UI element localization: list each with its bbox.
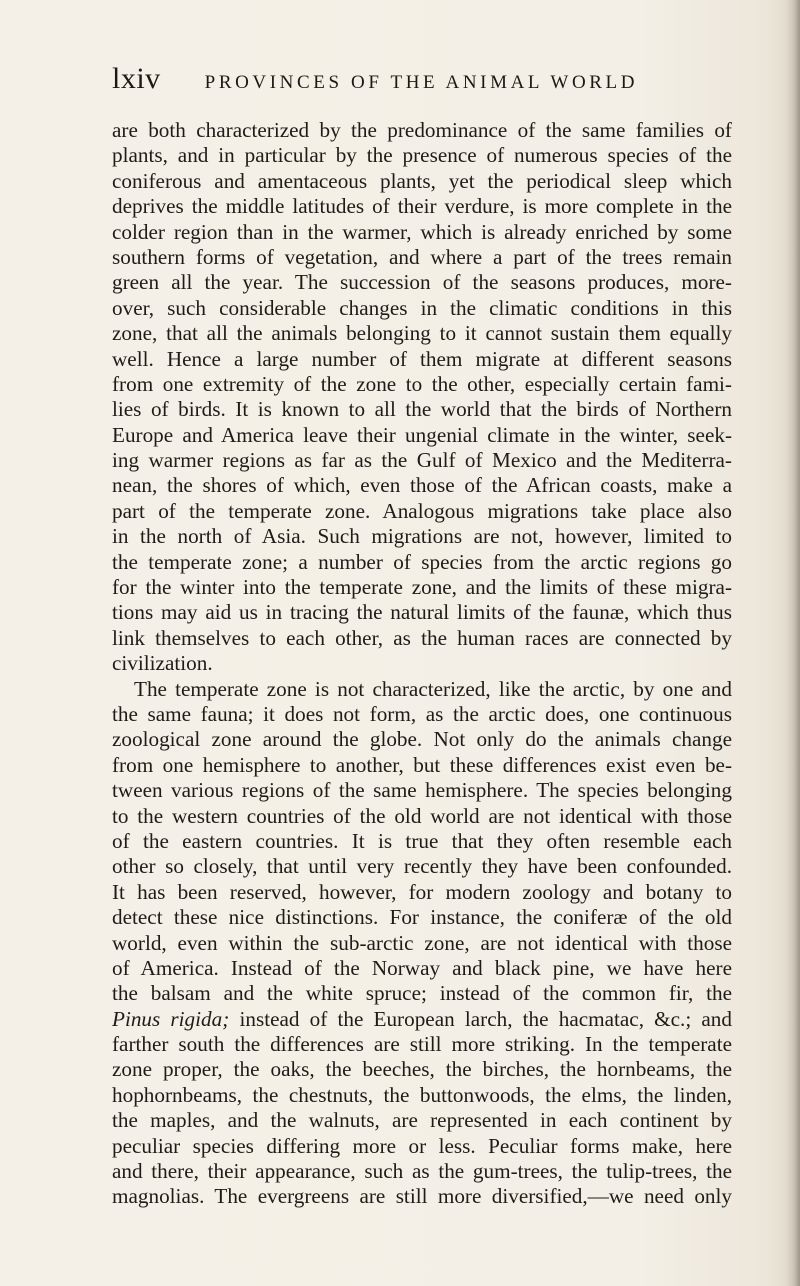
- text-line: southern forms of vegetation, and where a part of the trees remain: [112, 244, 732, 269]
- body-text: [112, 118, 732, 1210]
- text-line: in the north of Asia. Such migrations are not, however, limited to: [112, 524, 732, 549]
- text-line: ing warmer regions as far as the Gulf of Mexico and the Mediterra-: [112, 448, 732, 473]
- text-line: deprives the middle latitudes of their verdure, is more complete in the: [112, 194, 732, 219]
- text-line: colder region than in the warmer, which is already enriched by some: [112, 219, 732, 244]
- text-line: the balsam and the white spruce; instead of the common fir, the: [112, 981, 732, 1006]
- page-header: [112, 62, 732, 102]
- text-line: zoological zone around the globe. Not only do the animals change: [112, 727, 732, 752]
- text-line: the temperate zone; a number of species from the arctic regions go: [112, 549, 732, 574]
- text-line: and there, their appearance, such as the gum-trees, the tulip-trees, the: [112, 1159, 732, 1184]
- text-line: are both characterized by the predominance of the same families of: [112, 118, 732, 142]
- text-line: part of the temperate zone. Analogous migrations take place also: [112, 498, 732, 523]
- text-line: farther south the differences are still more striking. In the temperate: [112, 1032, 732, 1057]
- text-line: of America. Instead of the Norway and black pine, we have here: [112, 955, 732, 980]
- text-line: other so closely, that until very recently they have been confounded.: [112, 854, 732, 879]
- page-edge-shadow: [786, 0, 800, 1286]
- text-line: nean, the shores of which, even those of the African coasts, make a: [112, 473, 732, 498]
- text-line: green all the year. The succession of the seasons produces, more-: [112, 270, 732, 295]
- text-line: to the western countries of the old world are not identical with those: [112, 803, 732, 828]
- text-line: for the winter into the temperate zone, and the limits of these migra-: [112, 575, 732, 600]
- text-line: civilization.: [112, 651, 213, 676]
- text-line: world, even within the sub-arctic zone, are not identical with those: [112, 930, 732, 955]
- text-line: coniferous and amentaceous plants, yet the periodical sleep which: [112, 168, 732, 193]
- text-line: detect these nice distinctions. For instance, the coniferæ of the old: [112, 905, 732, 930]
- text-line: the same fauna; it does not form, as the arctic does, one continuous: [112, 701, 732, 726]
- text-line: peculiar species differing more or less. Peculiar forms make, here: [112, 1133, 732, 1158]
- page-number: lxiv: [112, 62, 161, 95]
- text-line: over, such considerable changes in the climatic conditions in this: [112, 295, 732, 320]
- text-line: The temperate zone is not characterized, like the arctic, by one and: [134, 676, 732, 701]
- text-line: It has been reserved, however, for modern zoology and botany to: [112, 879, 732, 904]
- running-head: PROVINCES OF THE ANIMAL WORLD: [204, 72, 639, 93]
- text-line-rest: instead of the European larch, the hacmatac, &c.; and: [229, 1006, 732, 1031]
- text-line: plants, and in particular by the presence of numerous species of the: [112, 143, 732, 168]
- text-line: hophornbeams, the chestnuts, the buttonwoods, the elms, the linden,: [112, 1082, 732, 1107]
- text-line: tween various regions of the same hemisphere. The species belonging: [112, 778, 732, 803]
- text-line: the maples, and the walnuts, are represented in each continent by: [112, 1108, 732, 1133]
- text-line: well. Hence a large number of them migrate at different seasons: [112, 346, 732, 371]
- text-line: from one hemisphere to another, but these differences exist even be-: [112, 752, 732, 777]
- text-line: of the eastern countries. It is true that they often resemble each: [112, 828, 732, 853]
- text-line: magnolias. The evergreens are still more diversified,—we need only: [112, 1184, 732, 1209]
- text-line: zone proper, the oaks, the beeches, the birches, the hornbeams, the: [112, 1057, 732, 1082]
- text-line: link themselves to each other, as the human races are connected by: [112, 625, 732, 650]
- text-line: tions may aid us in tracing the natural limits of the faunæ, which thus: [112, 600, 732, 625]
- text-line: lies of birds. It is known to all the world that the birds of Northern: [112, 397, 732, 422]
- italic-species-name: Pinus rigida;: [112, 1006, 230, 1031]
- text-line: from one extremity of the zone to the other, especially certain fami-: [112, 371, 732, 396]
- text-line: Europe and America leave their ungenial climate in the winter, seek-: [112, 422, 732, 447]
- text-line: [112, 1007, 732, 1032]
- text-line: zone, that all the animals belonging to it cannot sustain them equally: [112, 321, 732, 346]
